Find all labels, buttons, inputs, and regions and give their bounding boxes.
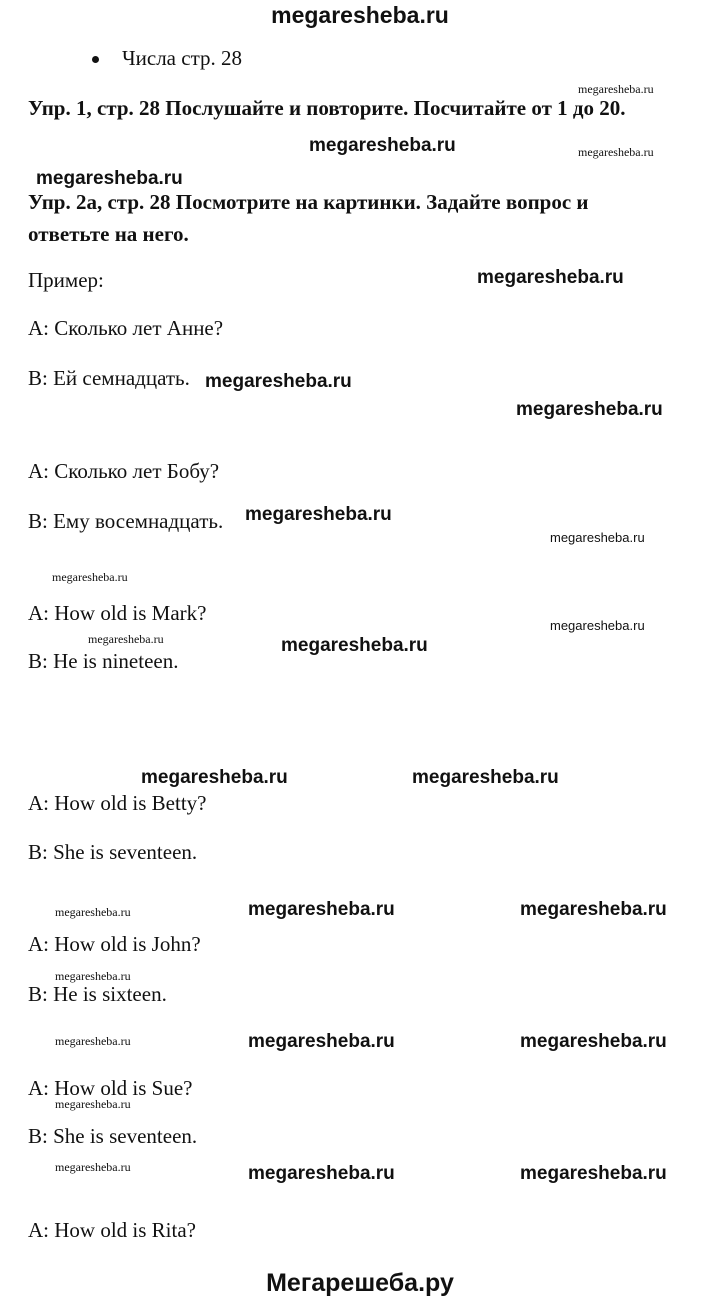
exercise-2-heading-line-1: Упр. 2а, стр. 28 Посмотрите на картинки. Задайте вопрос и [28, 190, 589, 214]
watermark: megaresheba.ru [578, 82, 654, 96]
watermark: megaresheba.ru [477, 267, 624, 288]
watermark: megaresheba.ru [36, 168, 183, 189]
bullet-item: Числа стр. 28 [122, 46, 243, 70]
watermark: megaresheba.ru [55, 1160, 131, 1174]
watermark: megaresheba.ru [520, 1163, 667, 1184]
dialogue-3-question: A: How old is Mark? [28, 601, 207, 625]
watermark: megaresheba.ru [248, 1163, 395, 1184]
site-header: megaresheba.ru [271, 2, 449, 28]
watermark: megaresheba.ru [52, 570, 128, 584]
watermark: megaresheba.ru [309, 135, 456, 156]
watermark: megaresheba.ru [516, 399, 663, 420]
dialogue-4-answer: B: She is seventeen. [28, 840, 198, 864]
watermark: megaresheba.ru [205, 371, 352, 392]
dialogue-6-question: A: How old is Sue? [28, 1076, 193, 1100]
dialogue-2-question: A: Сколько лет Бобу? [28, 459, 220, 483]
watermark: megaresheba.ru [55, 905, 131, 919]
watermark: megaresheba.ru [520, 1031, 667, 1052]
dialogue-7-question: A: How old is Rita? [28, 1218, 196, 1242]
watermark: megaresheba.ru [248, 899, 395, 920]
exercise-1-heading: Упр. 1, стр. 28 Послушайте и повторите. Посчитайте от 1 до 20. [28, 96, 626, 120]
watermark: megaresheba.ru [550, 530, 645, 545]
watermark: megaresheba.ru [281, 635, 428, 656]
example-label: Пример: [28, 268, 104, 292]
dialogue-2-answer: B: Ему восемнадцать. [28, 509, 224, 533]
bullet-dot [92, 56, 99, 63]
watermark: megaresheba.ru [88, 632, 164, 646]
dialogue-1-question: A: Сколько лет Анне? [28, 316, 224, 340]
exercise-2-heading-line-2: ответьте на него. [28, 222, 189, 246]
watermark: megaresheba.ru [141, 767, 288, 788]
watermark: megaresheba.ru [578, 145, 654, 159]
watermark: megaresheba.ru [55, 1097, 131, 1111]
dialogue-5-question: A: How old is John? [28, 932, 201, 956]
dialogue-5-answer: B: He is sixteen. [28, 982, 167, 1006]
watermark: megaresheba.ru [245, 504, 392, 525]
site-footer: Мегарешеба.ру [266, 1269, 454, 1297]
dialogue-3-answer: B: He is nineteen. [28, 649, 179, 673]
watermark: megaresheba.ru [550, 618, 645, 633]
watermark: megaresheba.ru [520, 899, 667, 920]
watermark: megaresheba.ru [412, 767, 559, 788]
watermark: megaresheba.ru [55, 1034, 131, 1048]
dialogue-1-answer: B: Ей семнадцать. [28, 366, 190, 390]
dialogue-6-answer: B: She is seventeen. [28, 1124, 198, 1148]
watermark: megaresheba.ru [248, 1031, 395, 1052]
watermark: megaresheba.ru [55, 969, 131, 983]
dialogue-4-question: A: How old is Betty? [28, 791, 207, 815]
